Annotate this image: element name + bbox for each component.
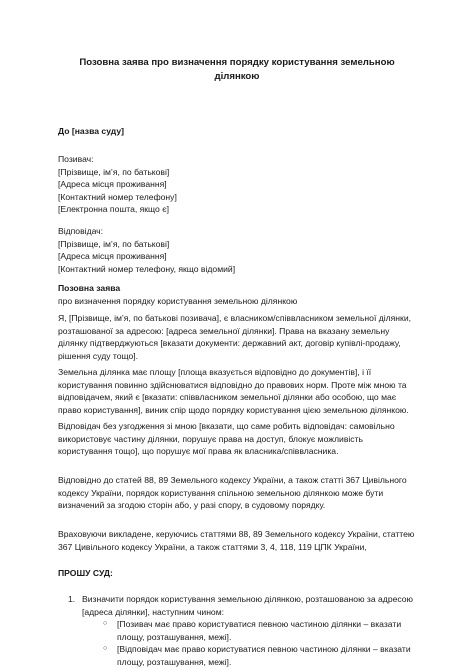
list-subitem — [58, 618, 416, 643]
list-item-number: 1. — [68, 594, 76, 604]
court-line: До [назва суду] — [58, 126, 124, 136]
list-item-text: Визначити порядок користування земельною ділянкою, розташованою за адресою [адреса ділянки], наступним чином: — [82, 594, 413, 617]
defendant-block — [58, 225, 416, 275]
plaintiff-line: [Електронна пошта, якщо є] — [58, 204, 169, 215]
request-heading: ПРОШУ СУД: — [58, 568, 113, 578]
list-subitem-text: [Відповідач має право користуватися певною частиною ділянки – вказати площу, розташування, межі]. — [117, 644, 411, 667]
claim-heading: Позовна заява — [58, 283, 121, 293]
request-list — [58, 593, 416, 669]
list-item — [58, 593, 416, 618]
plaintiff-line: [Прізвище, ім’я, по батькові] — [58, 166, 170, 177]
defendant-line: [Адреса місця проживання] — [58, 251, 167, 262]
defendant-line: [Контактний номер телефону, якщо відомий] — [58, 263, 236, 274]
plaintiff-label: Позивач: — [58, 154, 94, 164]
paragraph-ownership: Я, [Прізвище, ім’я, по батькові позивача], є власником/співвласником земельної ділянки, розташованої за адресою: [адреса земельної ділянки]. Права на вказану земельну ділянку підтверджуються [вказати документи: державний акт, договір купівлі-продажу, рішення суду тощо]. — [58, 313, 412, 361]
defendant-label: Відповідач: — [58, 226, 104, 236]
paragraph-violation: Відповідач без узгодження зі мною [вказати, що саме робить відповідач: самовільно використовує частину ділянки, порушує права на доступ, блокує можливість користування тощо], що порушує мої права як власника/співвласника. — [58, 421, 395, 457]
circle-bullet-icon: ○ — [103, 645, 108, 653]
plaintiff-line: [Адреса місця проживання] — [58, 179, 167, 190]
circle-bullet-icon: ○ — [103, 620, 108, 628]
plaintiff-line: [Контактний номер телефону] — [58, 191, 177, 202]
plaintiff-block — [58, 153, 416, 216]
claim-subheading: про визначення порядку користування земельною ділянкою — [58, 295, 298, 306]
paragraph-dispute: Земельна ділянка має площу [площа вказується відповідно до документів], і її користування повинно здійснюватися відповідно до правових норм. Проте між мною та відповідачем, який є [вказати: співвласником земельної ділянки або особою, що має право користування], виник спір щодо порядку користування цією земельною ділянкою. — [58, 367, 409, 415]
list-subitem-text: [Позивач має право користуватися певною частиною ділянки – вказати площу, розташування, межі]. — [117, 619, 402, 642]
document-title: Позовна заява про визначення порядку користування земельною ділянкою — [79, 57, 395, 82]
claim-heading-block — [58, 282, 416, 307]
paragraph-conclusion: Враховуючи викладене, керуючись статтями 88, 89 Земельного кодексу України, статтею 367 Цивільного кодексу України, а також статтями 3, 4, 118, 119 ЦПК України, — [58, 529, 415, 552]
paragraph-legal-basis: Відповідно до статей 88, 89 Земельного кодексу України, а також статті 367 Цивільного кодексу України, порядок користування спільною земельною ділянкою може бути визначений за згодою сторін або, у разі спору, в судовому порядку. — [58, 475, 407, 511]
defendant-line: [Прізвище, ім’я, по батькові] — [58, 238, 170, 249]
list-subitem — [58, 643, 416, 668]
